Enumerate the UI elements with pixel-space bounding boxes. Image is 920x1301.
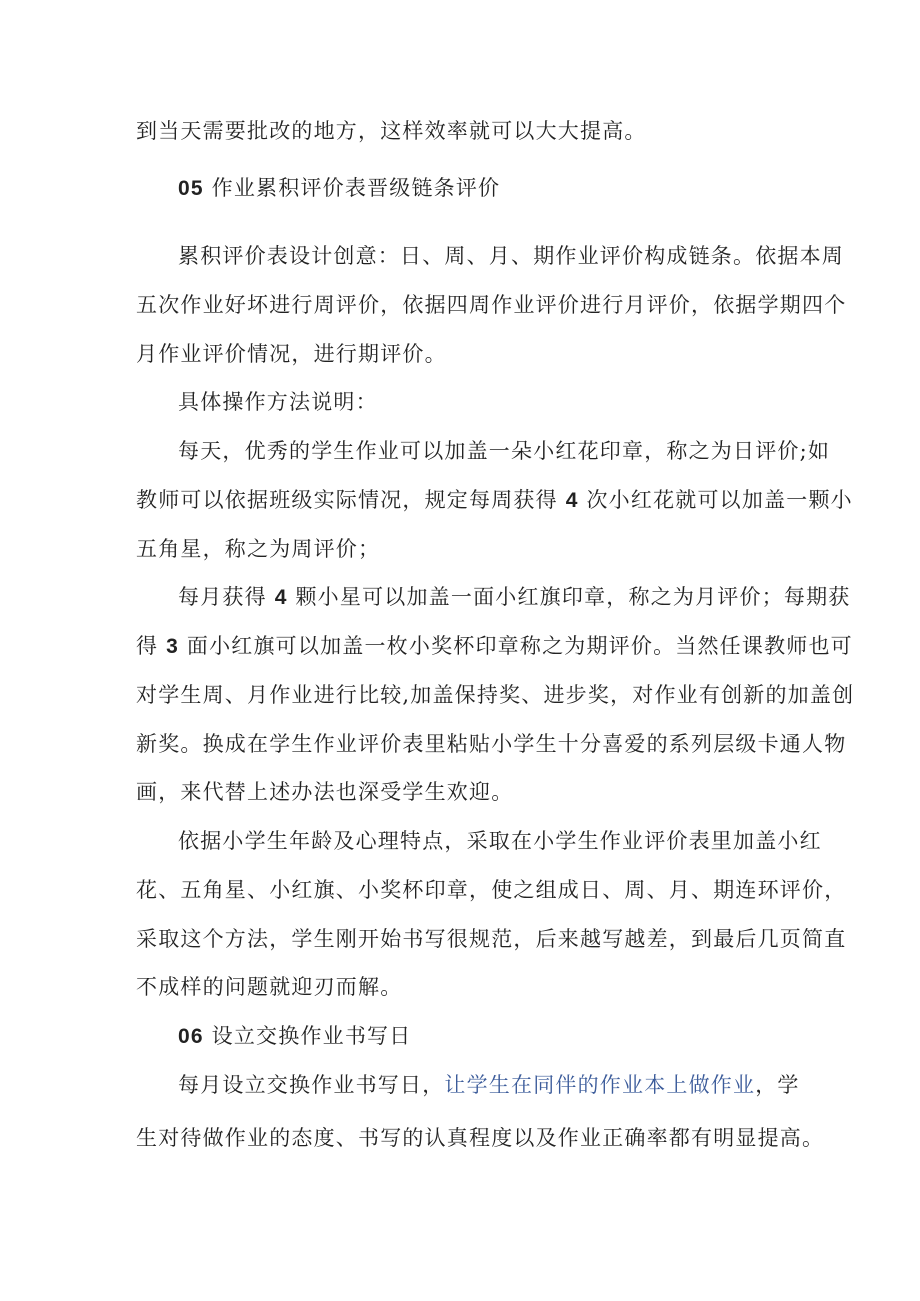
text: 次小红花就可以加盖一颗小 [586,488,853,512]
text: 对学生周、月作业进行比较,加盖保持奖、进步奖，对作业有创新的加盖创 [136,683,855,707]
text: 教师可以依据班级实际情况，规定每周获得 [136,488,558,512]
number: 4 [274,586,288,609]
section-title: 作业累积评价表晋级链条评价 [211,176,501,200]
paragraph-line [136,974,402,1000]
paragraph-line [136,1125,824,1151]
text: 颗小星可以加盖一面小红旗印章，称之为月评价；每期获 [295,585,851,609]
paragraph-line [136,877,846,903]
text: 依据小学生年龄及心理特点，采取在小学生作业评价表里加盖小红 [178,829,822,853]
paragraph-line [136,487,853,514]
section-number: 05 [178,177,204,200]
paragraph-line [178,389,378,415]
text: 面小红旗可以加盖一枚小奖杯印章称之为期评价。当然任课教师也可 [186,634,853,658]
paragraph-line [178,1072,800,1098]
text: 月作业评价情况，进行期评价。 [136,342,447,366]
number: 3 [166,635,179,658]
section-heading-06 [178,1023,411,1050]
paragraph-line [136,292,846,318]
paragraph-line [178,243,844,269]
text: 生对待做作业的态度、书写的认真程度以及作业正确率都有明显提高。 [136,1126,825,1150]
paragraph-line [178,438,830,464]
text: 五角星，称之为周评价； [136,537,381,561]
paragraph-line [178,584,850,611]
text: 到当天需要批改的地方，这样效率就可以大大提高。 [136,119,647,143]
number: 4 [565,489,579,512]
paragraph-line [136,536,380,562]
section-title: 设立交换作业书写日 [211,1024,412,1048]
section-number: 06 [178,1025,204,1048]
section-heading-05 [178,175,500,202]
text: 采取这个方法，学生刚开始书写很规范，后来越写越差，到最后几页简直 [136,927,847,951]
text: ，学 [755,1073,800,1097]
text: 不成样的问题就迎刃而解。 [136,975,403,999]
text: 新奖。换成在学生作业评价表里粘贴小学生十分喜爱的系列层级卡通人物 [136,732,847,756]
text: 得 [136,634,159,658]
paragraph-line [136,682,854,708]
paragraph-line [136,633,853,660]
paragraph-line [136,118,647,144]
text: 五次作业好坏进行周评价，依据四周作业评价进行月评价，依据学期四个 [136,293,847,317]
text: 每天，优秀的学生作业可以加盖一朵小红花印章，称之为日评价;如 [178,439,831,463]
paragraph-line [136,779,513,805]
text: 每月设立交换作业书写日， [178,1073,445,1097]
text: 每月获得 [178,585,267,609]
paragraph-line [136,341,447,367]
paragraph-line [136,926,846,952]
text: 累积评价表设计创意：日、周、月、期作业评价构成链条。依据本周 [178,244,844,268]
text: 具体操作方法说明： [178,390,378,414]
text: 花、五角星、小红旗、小奖杯印章，使之组成日、周、月、期连环评价， [136,878,847,902]
paragraph-line [136,731,846,757]
text: 画，来代替上述办法也深受学生欢迎。 [136,780,514,804]
paragraph-line [178,828,822,854]
highlighted-link-text[interactable]: 让学生在同伴的作业本上做作业 [444,1073,756,1097]
